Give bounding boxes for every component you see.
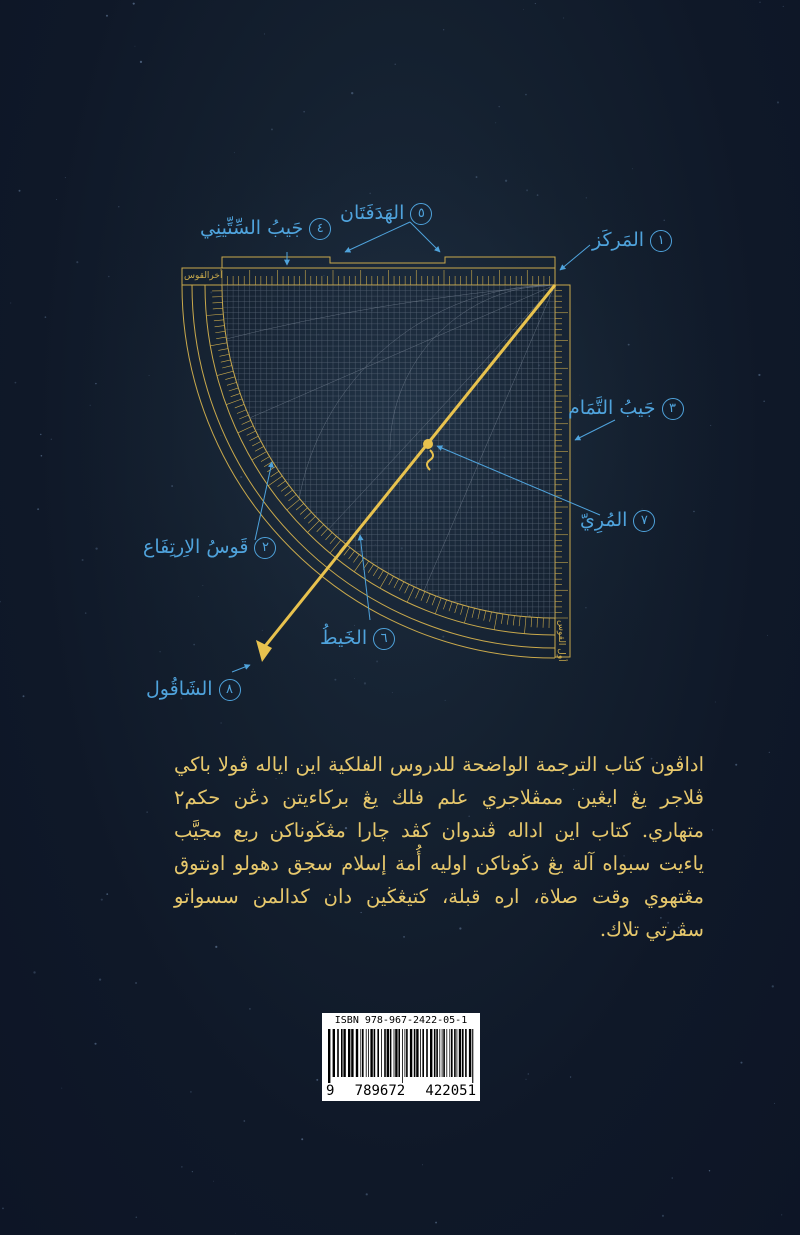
label-jayb-sittini: ٤جَيبُ السِّتِّينِي [200,217,331,240]
isbn-barcode [322,1013,480,1101]
back-cover-description: اداڤون كتاب الترجمة الواضحة للدروس الفلكية اين اياله ڤولا باكي ڤلاجر يڠ ايڠين ممڤلاجري علم فلك يڠ بركاءيتن دڠن حكم٢ متهاري. كتاب اين اداله ڤندوان كڤد چارا مڠڬوناكن ربع مجيَّب ياءيت سبواه آلة يڠ دڬوناكن اوليه أُمة إسلام سجق دهولو اونتوق مڠتهوي وقت صلاة، اره قبلة، كتيڠڬين دان كدالمن سسواتو سڤرتي تلاك. [174,753,704,941]
label-hadafatan: ٥الهَدَفَتَان [340,202,432,225]
label-markaz: ١المَركَز [592,229,672,252]
arc-end-label: أخرالقوس [184,271,223,281]
label-shaqul: ٨الشَاقُول [146,678,241,701]
arc-start-label: أول القوس [556,620,566,662]
label-muri: ٧المُرِيّ [580,509,655,532]
label-khayt: ٦الخَيطُ [320,627,395,650]
isbn-label: ISBN 978-967-2422-05-1 [334,1015,468,1026]
label-jayb-tamam: ٣جَيبُ التَّمَام [568,397,684,420]
barcode-bars [328,1029,474,1083]
isbn-digits: 9 789672 422051 [326,1083,476,1099]
label-qaws-irtifa: ٢قَوسُ الاِرتِفَاع [143,536,276,559]
